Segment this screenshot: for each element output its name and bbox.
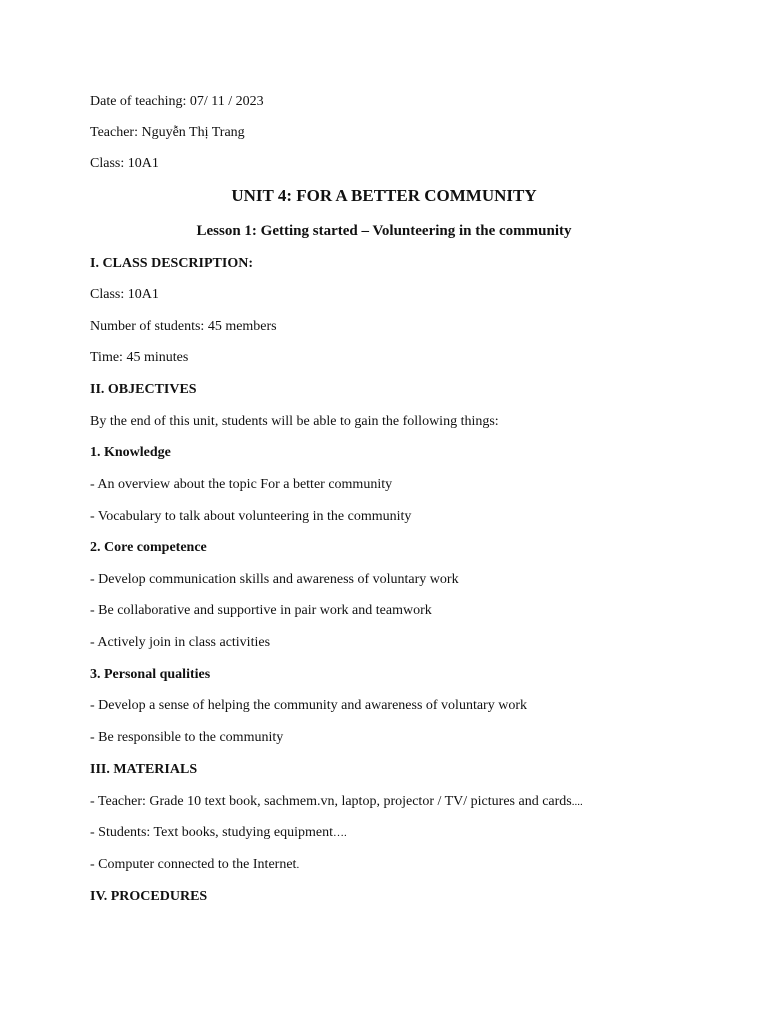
core-competence-item: - Actively join in class activities: [90, 635, 271, 650]
materials-teacher: [90, 793, 583, 811]
class-name: Class: 10A1: [90, 156, 159, 171]
objectives-intro: By the end of this unit, students will be able to gain the following things:: [90, 414, 499, 429]
core-competence-heading: 2. Core competence: [90, 540, 207, 555]
materials-computer: [90, 856, 299, 874]
class-description-time: Time: 45 minutes: [90, 350, 189, 365]
procedures-heading: IV. PROCEDURES: [90, 889, 208, 904]
personal-qualities-heading: 3. Personal qualities: [90, 667, 211, 682]
date-of-teaching: Date of teaching: 07/ 11 / 2023: [90, 94, 264, 109]
materials-students-text: - Students: Text books, studying equipment: [90, 825, 333, 840]
materials-computer-trail: .: [296, 859, 300, 871]
class-description-heading: I. CLASS DESCRIPTION:: [90, 256, 253, 271]
knowledge-item: - An overview about the topic For a better community: [90, 477, 393, 492]
materials-teacher-trail: ....: [571, 796, 583, 808]
materials-students-trail: ….: [332, 827, 347, 839]
materials-teacher-text: - Teacher: Grade 10 text book, sachmem.vn, laptop, projector / TV/ pictures and cards: [90, 794, 572, 809]
class-description-students: Number of students: 45 members: [90, 319, 277, 334]
materials-heading: III. MATERIALS: [90, 762, 198, 777]
lesson-title: Lesson 1: Getting started – Volunteering in the community: [196, 223, 572, 239]
knowledge-heading: 1. Knowledge: [90, 445, 171, 460]
objectives-heading: II. OBJECTIVES: [90, 382, 197, 397]
knowledge-item: - Vocabulary to talk about volunteering in the community: [90, 509, 412, 524]
personal-qualities-item: - Develop a sense of helping the community and awareness of voluntary work: [90, 698, 527, 713]
core-competence-item: - Be collaborative and supportive in pair work and teamwork: [90, 603, 432, 618]
materials-students: [90, 824, 347, 842]
personal-qualities-item: - Be responsible to the community: [90, 730, 284, 745]
materials-computer-text: - Computer connected to the Internet: [90, 857, 297, 872]
unit-title: UNIT 4: FOR A BETTER COMMUNITY: [231, 186, 537, 205]
core-competence-item: - Develop communication skills and awareness of voluntary work: [90, 572, 459, 587]
teacher-name: Teacher: Nguyễn Thị Trang: [90, 125, 245, 140]
class-description-class: Class: 10A1: [90, 287, 159, 302]
